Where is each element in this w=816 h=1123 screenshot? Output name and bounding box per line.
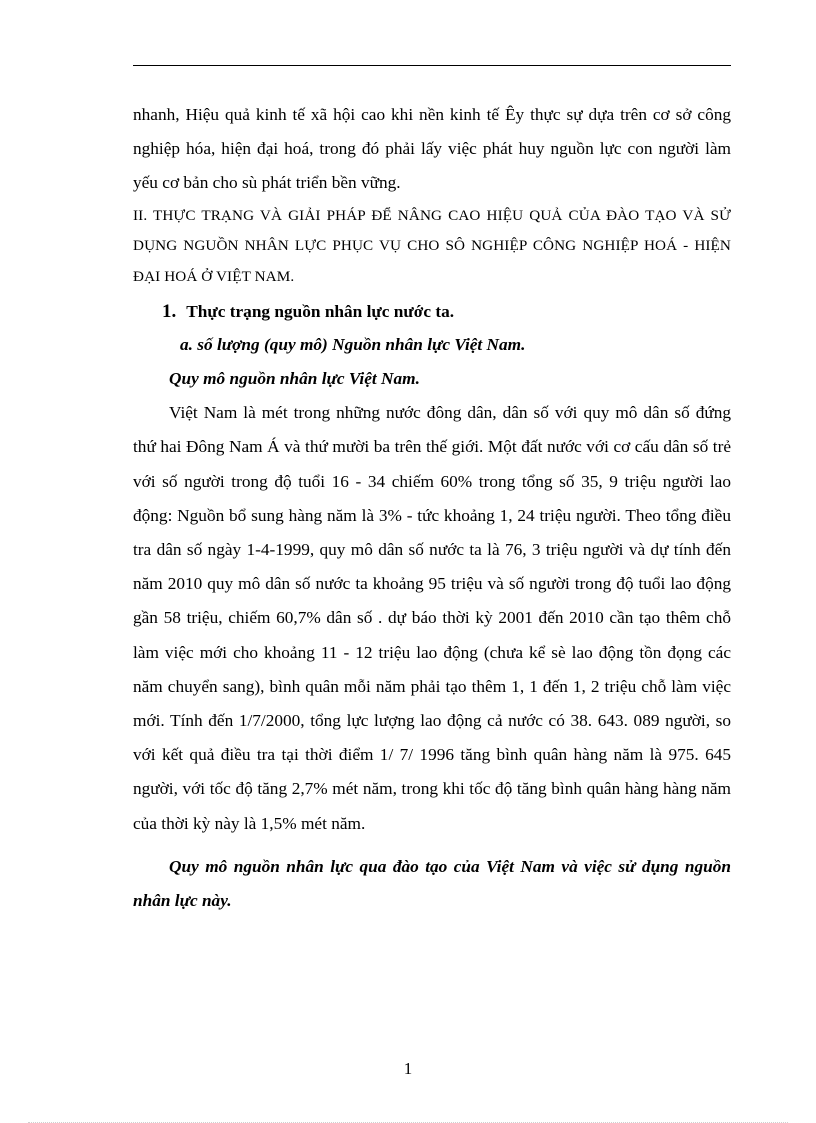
subsection-heading xyxy=(133,295,731,328)
body-paragraph: Việt Nam là mét trong những nước đông dân, dân số với quy mô dân số đứng thứ hai Đông Nam Á và thứ mười ba trên thế giới. Một đất nước với cơ cấu dân số trẻ với số người trong độ tuổi 16 - 34 chiếm 60% trong tổng số 35, 9 triệu người lao động: Nguồn bổ sung hàng năm là 3% - tức khoảng 1, 24 triệu người. Theo tổng điều tra dân số ngày 1-4-1999, quy mô dân số nước ta là 76, 3 triệu người và dự tính đến năm 2010 quy mô dân số nước ta khoảng 95 triệu và số người trong độ tuổi lao động gần 58 triệu, chiếm 60,7% dân số . dự báo thời kỳ 2001 đến 2010 cần tạo thêm chỗ làm việc mới cho khoảng 11 - 12 triệu lao động (chưa kể sè lao động tồn đọng các năm chuyển sang), bình quân mỗi năm phải tạo thêm 1, 1 đến 1, 2 triệu chỗ làm việc mới. Tính đến 1/7/2000, tổng lực lượng lao động cả nước có 38. 643. 089 người, so với kết quả điều tra tại thời điểm 1/ 7/ 1996 tăng bình quân hàng năm là 975. 645 người, với tốc độ tăng 2,7% mét năm, trong khi tốc độ tăng bình quân hàng hàng năm của thời kỳ này là 1,5% mét năm. xyxy=(133,403,731,833)
page-body xyxy=(133,98,731,918)
header-rule xyxy=(133,65,731,66)
page-number: 1 xyxy=(403,1059,413,1078)
subsubsection-heading: a. số lượng (quy mô) Nguồn nhân lực Việt Nam. xyxy=(180,335,526,355)
topic-heading: Quy mô nguồn nhân lực Việt Nam. xyxy=(169,369,420,389)
continuation-paragraph: nhanh, Hiệu quả kinh tế xã hội cao khi nền kinh tế Êy thực sự dựa trên cơ sở công nghiệp hóa, hiện đại hoá, trong đó phải lấy việc phát huy nguồn lực con người làm yếu cơ bản cho sù phát triển bền vững. xyxy=(133,105,731,193)
closing-heading: Quy mô nguồn nhân lực qua đào tạo của Việt Nam và việc sử dụng nguồn nhân lực này. xyxy=(133,856,731,910)
subsection-number: 1. xyxy=(162,301,177,323)
subsection-title: Thực trạng nguồn nhân lực nước ta. xyxy=(186,302,455,322)
section-heading: II. THỰC TRẠNG VÀ GIẢI PHÁP ĐỂ NÂNG CAO HIỆU QUẢ CỦA ĐÀO TẠO VÀ SỬ DỤNG NGUỒN NHÂN LỰC PHỤC VỤ CHO SÔ NGHIỆP CÔNG NGHIỆP HOÁ - HIỆN ĐẠI HOÁ Ở VIỆT NAM. xyxy=(133,206,731,285)
